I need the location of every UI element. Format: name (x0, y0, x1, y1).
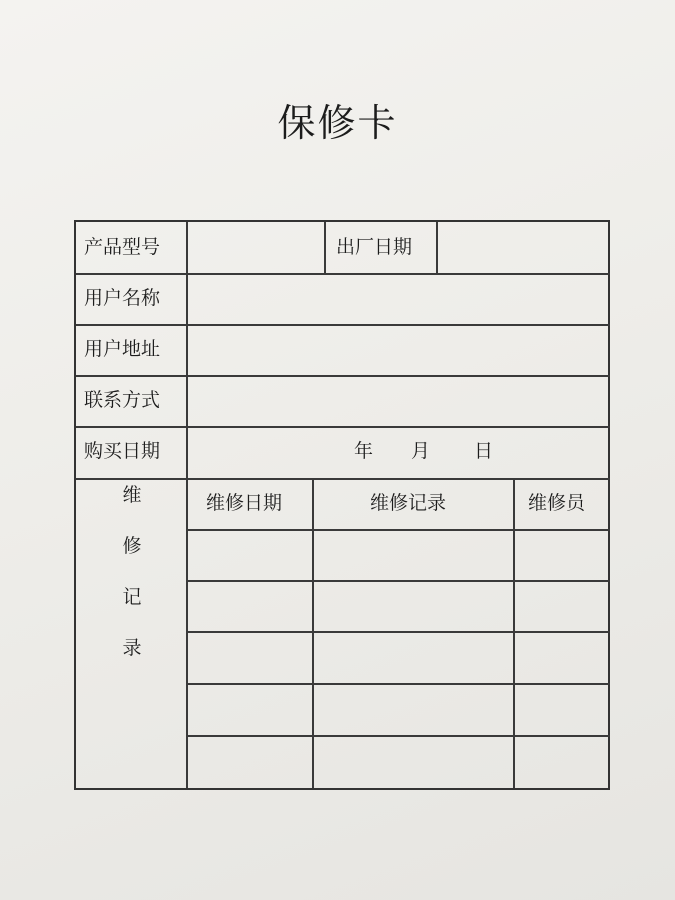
field-label-user-name: 用户名称 (84, 287, 161, 309)
repair-column-divider (312, 478, 314, 788)
field-label-model: 产品型号 (84, 236, 161, 258)
field-label-contact: 联系方式 (84, 389, 161, 411)
repair-row-divider (188, 631, 610, 633)
repair-row-divider (188, 683, 610, 685)
repair-header-technician: 维修员 (528, 492, 586, 514)
field-label-factory-date: 出厂日期 (336, 236, 413, 258)
repair-section-char: 记 (122, 586, 142, 608)
repair-section-char: 维 (122, 484, 142, 506)
repair-section-label (76, 480, 188, 684)
date-unit-month: 月 (411, 440, 431, 462)
row-divider (76, 375, 610, 377)
date-unit-day: 日 (474, 440, 494, 462)
field-label-purchase-date: 购买日期 (84, 440, 161, 462)
page-title: 保修卡 (277, 101, 398, 145)
warranty-card-table (74, 220, 610, 790)
row-divider (76, 273, 610, 275)
repair-row-divider (188, 580, 610, 582)
date-unit-year: 年 (354, 440, 374, 462)
repair-header-record: 维修记录 (370, 492, 447, 514)
row-divider (76, 324, 610, 326)
row-divider (76, 426, 610, 428)
repair-section-char: 修 (122, 535, 142, 557)
repair-section-char: 录 (122, 637, 142, 659)
field-label-user-address: 用户地址 (84, 338, 161, 360)
repair-header-date: 维修日期 (206, 492, 283, 514)
repair-column-divider (513, 478, 515, 788)
column-divider (324, 222, 326, 273)
repair-row-divider (188, 529, 610, 531)
column-divider (436, 222, 438, 273)
repair-row-divider (188, 735, 610, 737)
